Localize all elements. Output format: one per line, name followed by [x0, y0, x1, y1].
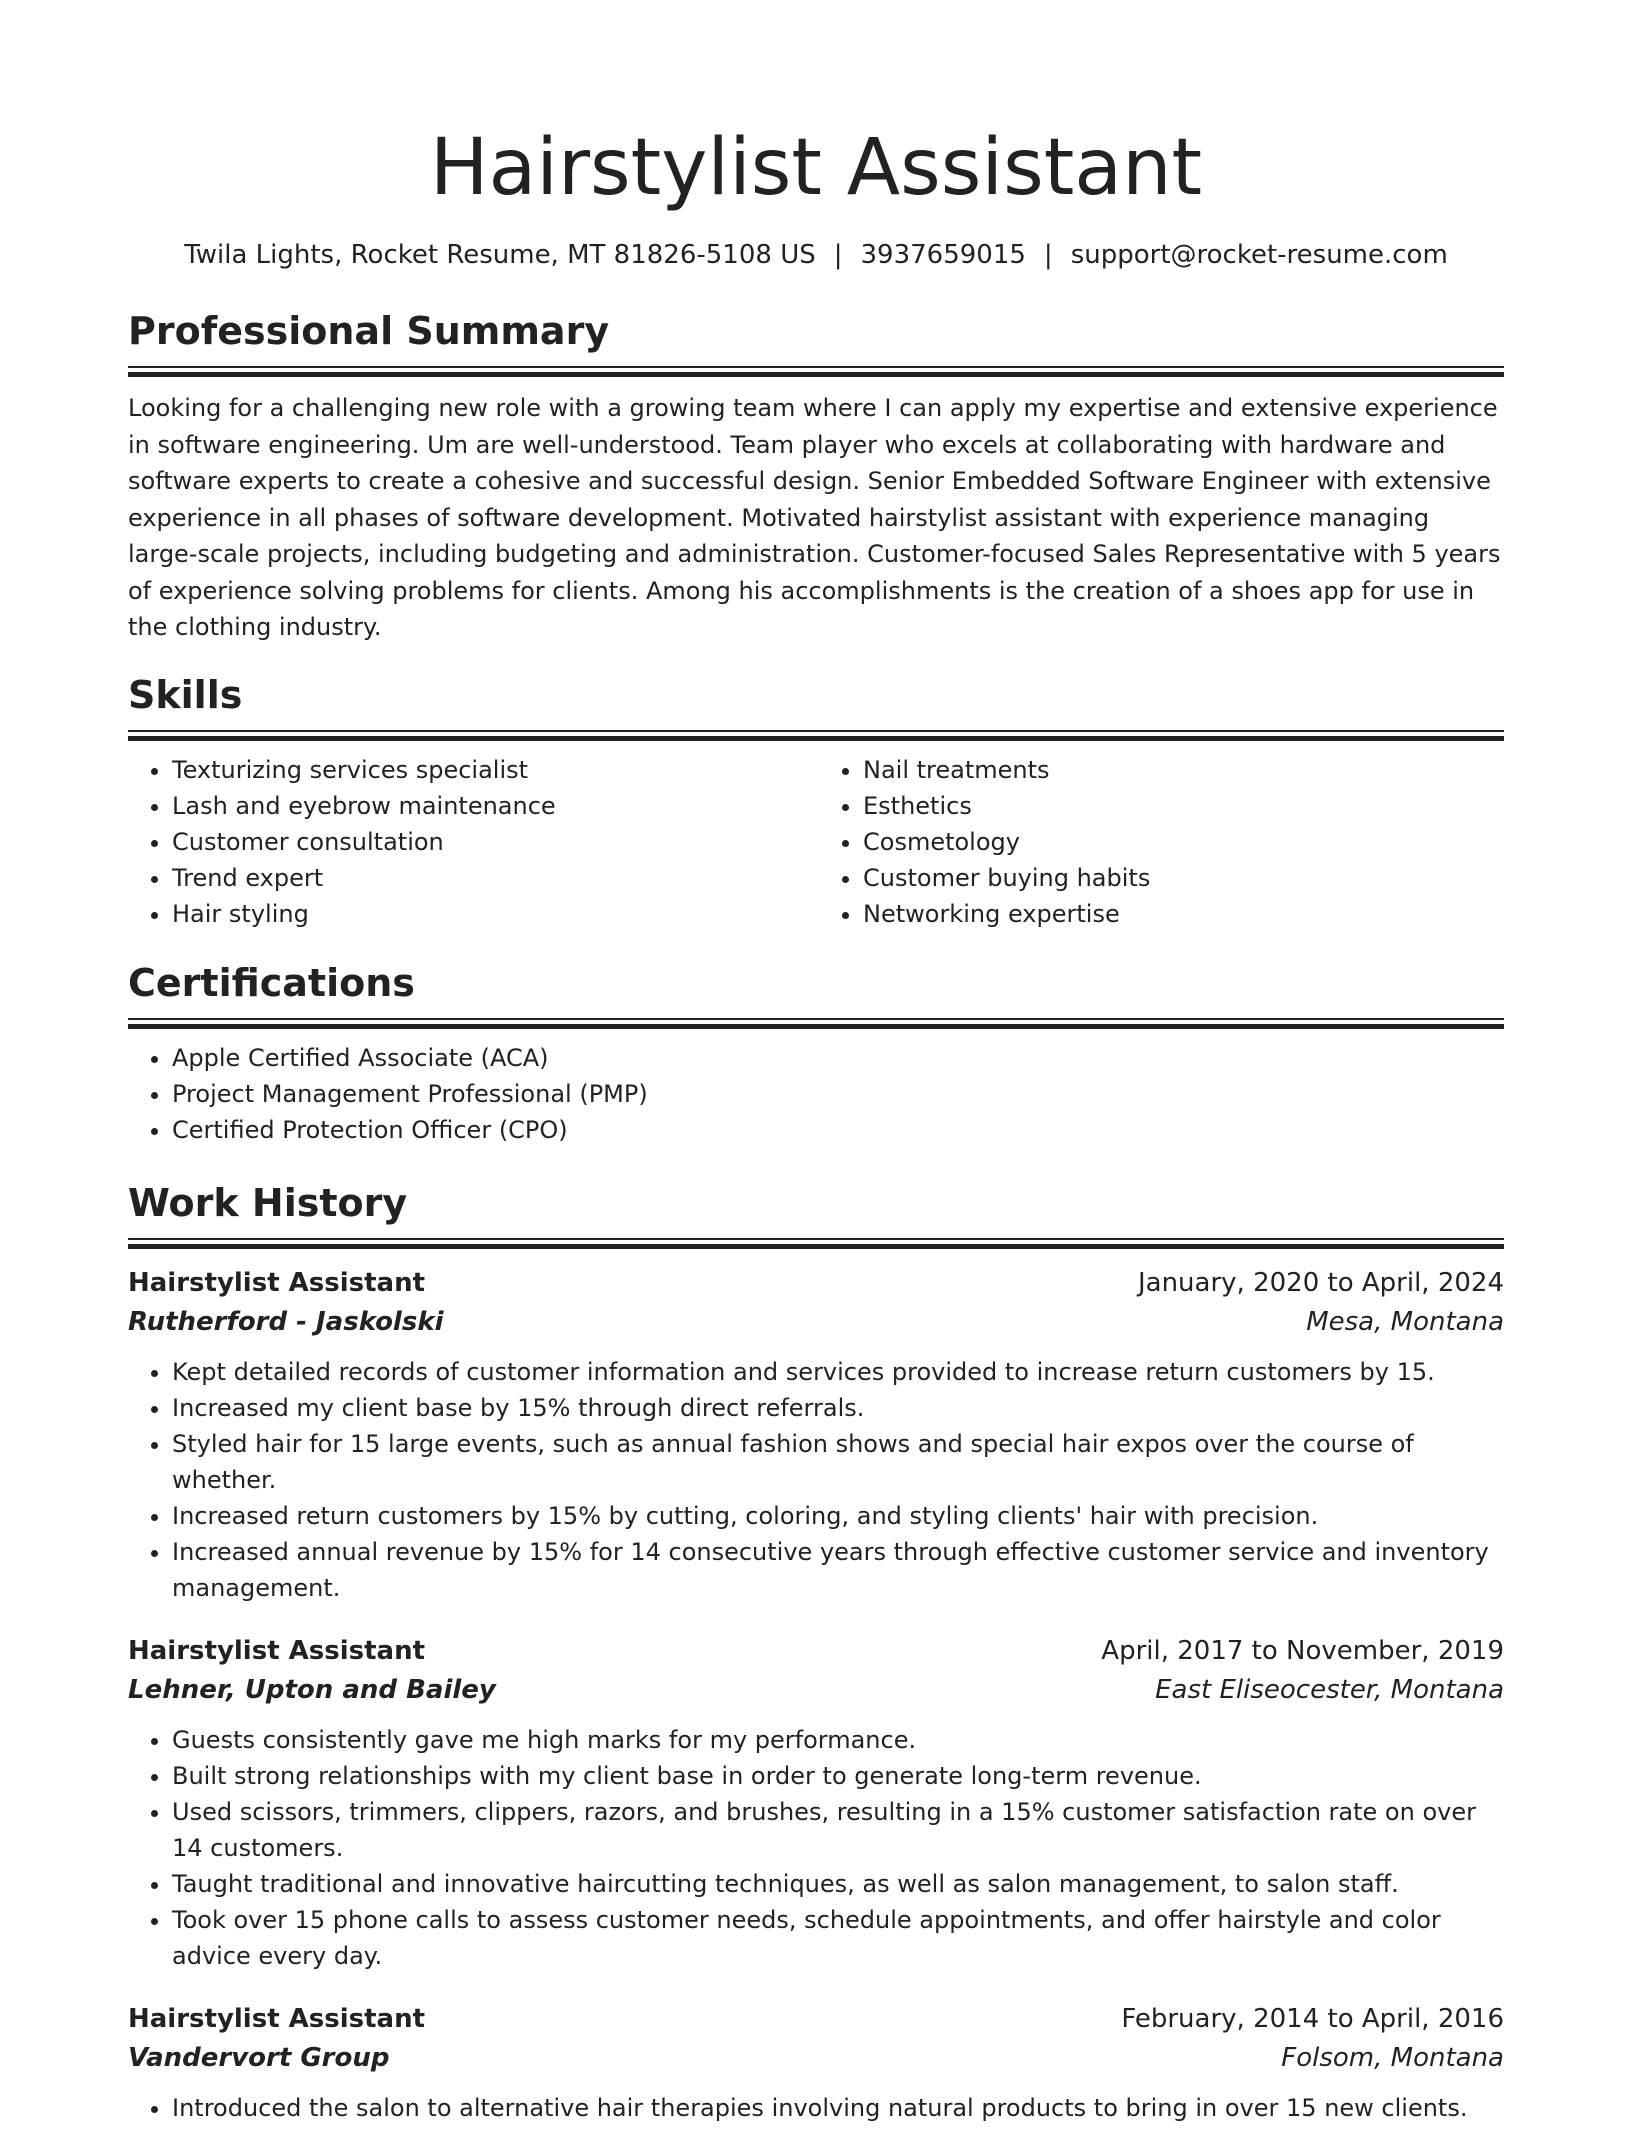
job-title: Hairstylist Assistant	[128, 2003, 426, 2034]
work-history-heading: Work History	[128, 1180, 408, 1225]
job-bullet: • Built strong relationships with my client base in order to generate long-term revenue.	[172, 1758, 1504, 1794]
certifications-section	[128, 958, 1504, 1148]
job-header-row	[128, 2000, 1504, 2038]
job-title: Hairstylist Assistant	[128, 1267, 426, 1298]
contact-email[interactable]: support@rocket-resume.com	[1070, 240, 1448, 270]
certifications-heading: Certifications	[128, 960, 415, 1005]
summary-section	[128, 306, 1504, 646]
contact-separator: |	[1043, 240, 1053, 270]
skill-item: • Lash and eyebrow maintenance	[172, 788, 813, 824]
job-dates: January, 2020 to April, 2024	[1137, 1267, 1504, 1298]
job-title: Hairstylist Assistant	[128, 1635, 426, 1666]
job-bullet: • Introduced the salon to alternative hair therapies involving natural products to bring in over 15 new clients.	[172, 2090, 1504, 2126]
job-company-row	[128, 2038, 1504, 2078]
certification-item: • Apple Certified Associate (ACA)	[172, 1040, 1504, 1076]
skills-section	[128, 670, 1504, 932]
work-history-section	[128, 1178, 1504, 2126]
job-bullet: • Increased my client base by 15% through direct referrals.	[172, 1390, 1504, 1426]
job-bullets	[128, 1722, 1504, 1974]
job-dates: April, 2017 to November, 2019	[1101, 1635, 1504, 1666]
certification-item: • Certified Protection Officer (CPO)	[172, 1112, 1504, 1148]
skill-item: • Customer buying habits	[863, 860, 1504, 896]
section-divider	[128, 366, 1504, 376]
skill-item: • Trend expert	[172, 860, 813, 896]
section-divider	[128, 1018, 1504, 1028]
skill-item: • Customer consultation	[172, 824, 813, 860]
skills-left-list	[128, 752, 813, 932]
job-entry	[128, 1632, 1504, 1974]
job-entry	[128, 1264, 1504, 1606]
job-bullet: • Increased annual revenue by 15% for 14 consecutive years through effective customer service and inventory management.	[172, 1534, 1504, 1606]
skill-item: • Networking expertise	[863, 896, 1504, 932]
job-dates: February, 2014 to April, 2016	[1121, 2003, 1504, 2034]
job-bullets	[128, 2090, 1504, 2126]
resume-page	[128, 0, 1504, 2152]
job-bullet: • Used scissors, trimmers, clippers, razors, and brushes, resulting in a 15% customer satisfaction rate on over 14 customers.	[172, 1794, 1504, 1866]
skills-columns	[128, 752, 1504, 932]
skill-item: • Hair styling	[172, 896, 813, 932]
job-bullet: • Increased return customers by 15% by cutting, coloring, and styling clients' hair with precision.	[172, 1498, 1504, 1534]
skills-right-list	[813, 752, 1504, 932]
job-company: Rutherford - Jaskolski	[128, 1306, 444, 1337]
section-divider	[128, 730, 1504, 740]
job-bullet: • Kept detailed records of customer information and services provided to increase return customers by 15.	[172, 1354, 1504, 1390]
contact-separator: |	[833, 240, 843, 270]
skills-heading: Skills	[128, 672, 243, 717]
job-bullet: • Guests consistently gave me high marks for my performance.	[172, 1722, 1504, 1758]
summary-heading: Professional Summary	[128, 309, 610, 353]
job-header-row	[128, 1632, 1504, 1670]
skill-item: • Esthetics	[863, 788, 1504, 824]
job-location: Folsom, Montana	[1281, 2042, 1504, 2073]
job-bullets	[128, 1354, 1504, 1606]
section-divider	[128, 1238, 1504, 1248]
job-location: Mesa, Montana	[1306, 1306, 1504, 1337]
skill-item: • Nail treatments	[863, 752, 1504, 788]
job-bullet: • Taught traditional and innovative haircutting techniques, as well as salon management, to salon staff.	[172, 1866, 1504, 1902]
job-company-row	[128, 1302, 1504, 1342]
job-bullet: • Took over 15 phone calls to assess customer needs, schedule appointments, and offer hairstyle and color advice every day.	[172, 1902, 1504, 1974]
job-entry	[128, 2000, 1504, 2126]
resume-title: Hairstylist Assistant	[429, 123, 1203, 213]
summary-text: Looking for a challenging new role with a growing team where I can apply my expertise and extensive experience in software engineering. Um are well-understood. Team player who excels at collaborating with hardware and software experts to create a cohesive and successful design. Senior Embedded Software Engineer with extensive experience in all phases of software development. Motivated hairstylist assistant with experience managing large-scale projects, including budgeting and administration. Customer-focused Sales Representative with 5 years of experience solving problems for clients. Among his accomplishments is the creation of a shoes app for use in the clothing industry.	[128, 394, 1501, 641]
skill-item: • Texturizing services specialist	[172, 752, 813, 788]
certification-item: • Project Management Professional (PMP)	[172, 1076, 1504, 1112]
contact-line	[128, 238, 1504, 272]
job-company: Lehner, Upton and Bailey	[128, 1674, 496, 1705]
contact-address: Twila Lights, Rocket Resume, MT 81826-5108 US	[184, 240, 816, 270]
job-bullet: • Styled hair for 15 large events, such as annual fashion shows and special hair expos over the course of whether.	[172, 1426, 1504, 1498]
certifications-list	[128, 1040, 1504, 1148]
job-company-row	[128, 1670, 1504, 1710]
job-header-row	[128, 1264, 1504, 1302]
contact-phone: 3937659015	[860, 240, 1026, 270]
job-company: Vandervort Group	[128, 2042, 390, 2073]
job-location: East Eliseocester, Montana	[1155, 1674, 1504, 1705]
skill-item: • Cosmetology	[863, 824, 1504, 860]
